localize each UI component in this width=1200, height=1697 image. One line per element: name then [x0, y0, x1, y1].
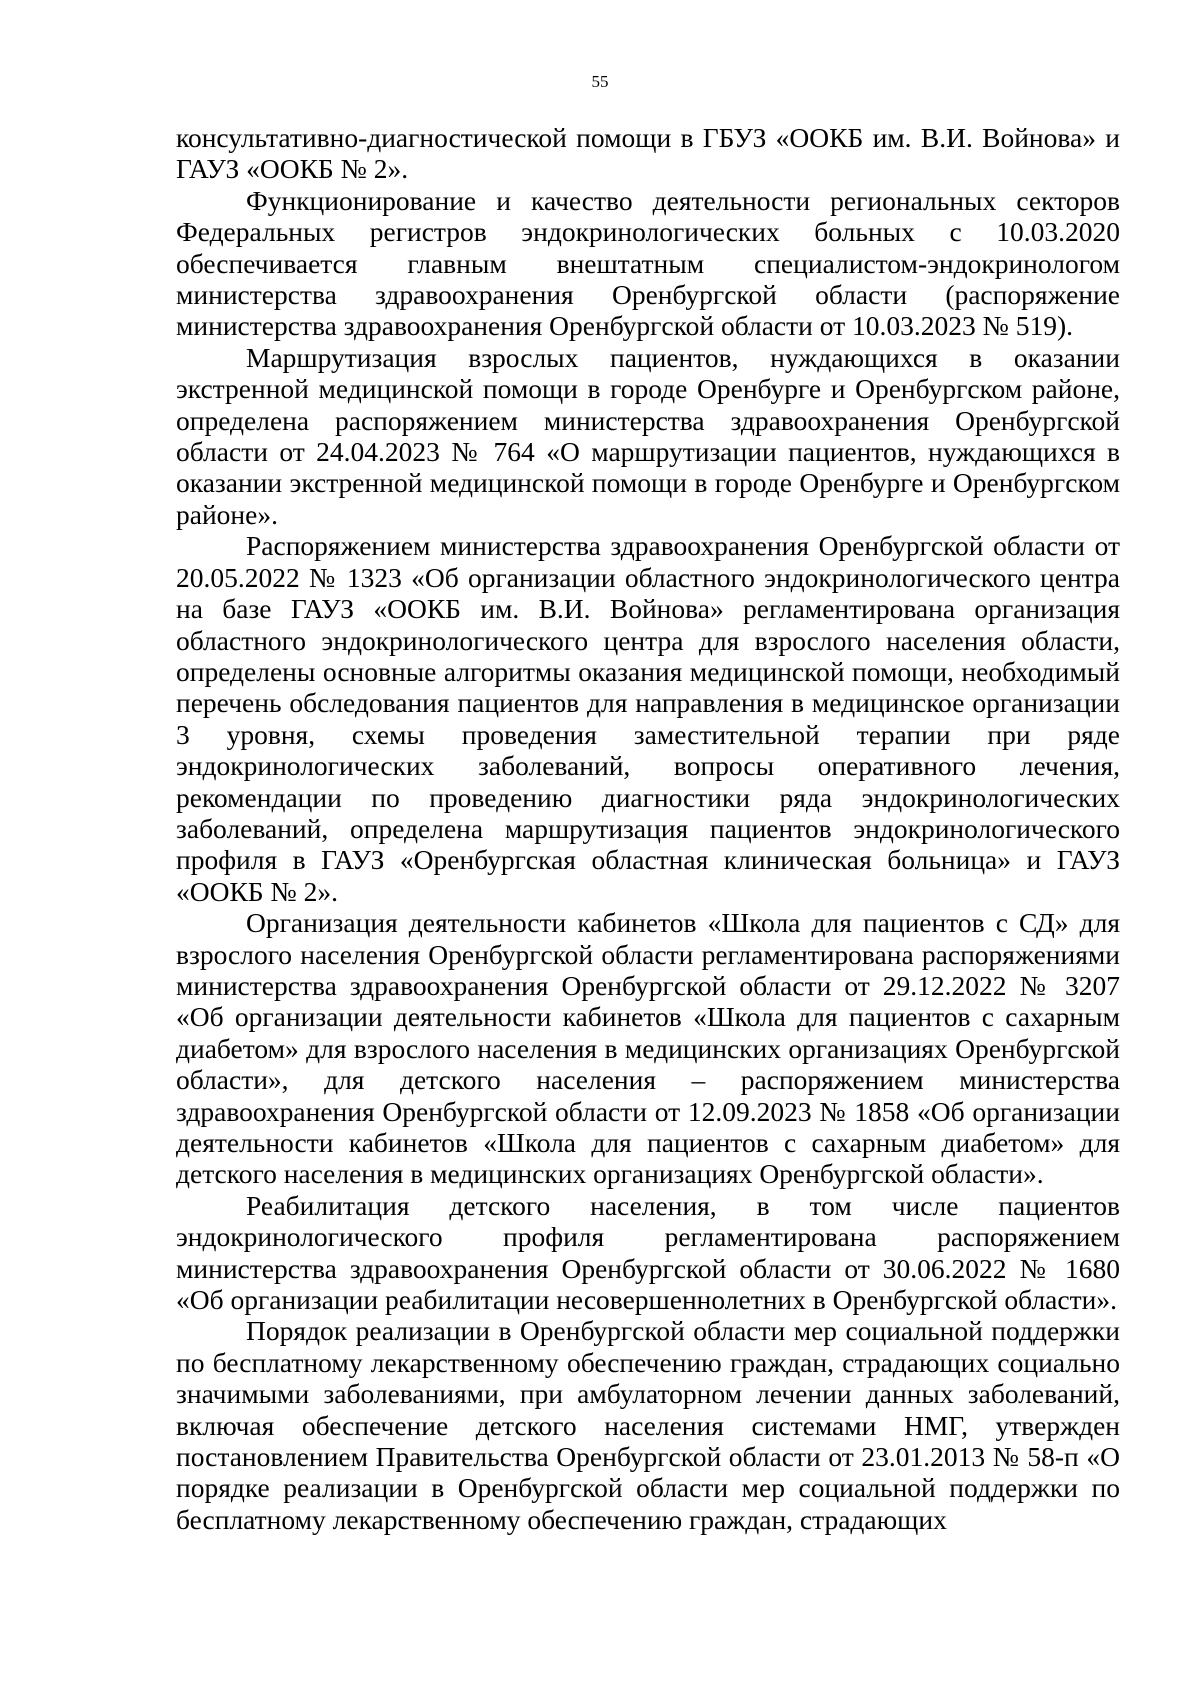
paragraph-endocrine-center: Распоряжением министерства здравоохранения Оренбургской области от 20.05.2022 № 1323 «Об организации областного эндокринологического центра на базе ГАУЗ «ООКБ им. В.И. Войнова» регламентирована организация областного эндокринологического центра для взрослого населения области, определены основные алгоритмы оказания медицинской помощи, необходимый перечень обследования пациентов для направления в медицинское организации 3 уровня, схемы проведения заместительной терапии при ряде эндокринологических заболеваний, вопросы оперативного лечения, рекомендации по проведению диагностики ряда эндокринологических заболеваний, определена маршрутизация пациентов эндокринологического профиля в ГАУЗ «Оренбургская областная клиническая больница» и ГАУЗ «ООКБ № 2». — [176, 530, 1120, 907]
paragraph-emergency-routing: Маршрутизация взрослых пациентов, нуждающихся в оказании экстренной медицинской помощи в городе Оренбурге и Оренбургском районе, определена распоряжением министерства здравоохранения Оренбургской области от 24.04.2023 № 764 «О маршрутизации пациентов, нуждающихся в оказании экстренной медицинской помощи в городе Оренбурге и Оренбургском районе». — [176, 341, 1120, 530]
document-body — [176, 122, 1120, 1535]
paragraph-diabetes-schools: Организация деятельности кабинетов «Школа для пациентов с СД» для взрослого населения Оренбургской области регламентирована распоряжениями министерства здравоохранения Оренбургской области от 29.12.2022 № 3207 «Об организации деятельности кабинетов «Школа для пациентов с сахарным диабетом» для взрослого населения в медицинских организациях Оренбургской области», для детского населения – распоряжением министерства здравоохранения Оренбургской области от 12.09.2023 № 1858 «Об организации деятельности кабинетов «Школа для пациентов с сахарным диабетом» для детского населения в медицинских организациях Оренбургской области». — [176, 907, 1120, 1190]
paragraph-drug-provision: Порядок реализации в Оренбургской области мер социальной поддержки по бесплатному лекарственному обеспечению граждан, страдающих социально значимыми заболеваниями, при амбулаторном лечении данных заболеваний, включая обеспечение детского населения системами НМГ, утвержден постановлением Правительства Оренбургской области от 23.01.2013 № 58-п «О порядке реализации в Оренбургской области мер социальной поддержки по бесплатному лекарственному обеспечению граждан, страдающих — [176, 1315, 1120, 1535]
paragraph-continuation: консультативно-диагностической помощи в ГБУЗ «ООКБ им. В.И. Войнова» и ГАУЗ «ООКБ № 2». — [176, 122, 1120, 185]
paragraph-child-rehabilitation: Реабилитация детского населения, в том числе пациентов эндокринологического профиля регламентирована распоряжением министерства здравоохранения Оренбургской области от 30.06.2022 № 1680 «Об организации реабилитации несовершеннолетних в Оренбургской области». — [176, 1189, 1120, 1316]
page-number: 55 — [591, 72, 609, 91]
paragraph-endocrine-registries: Функционирование и качество деятельности региональных секторов Федеральных регистров эндокринологических больных с 10.03.2020 обеспечивается главным внештатным специалистом-эндокринологом министерства здравоохранения Оренбургской области (распоряжение министерства здравоохранения Оренбургской области от 10.03.2023 № 519). — [176, 184, 1120, 342]
